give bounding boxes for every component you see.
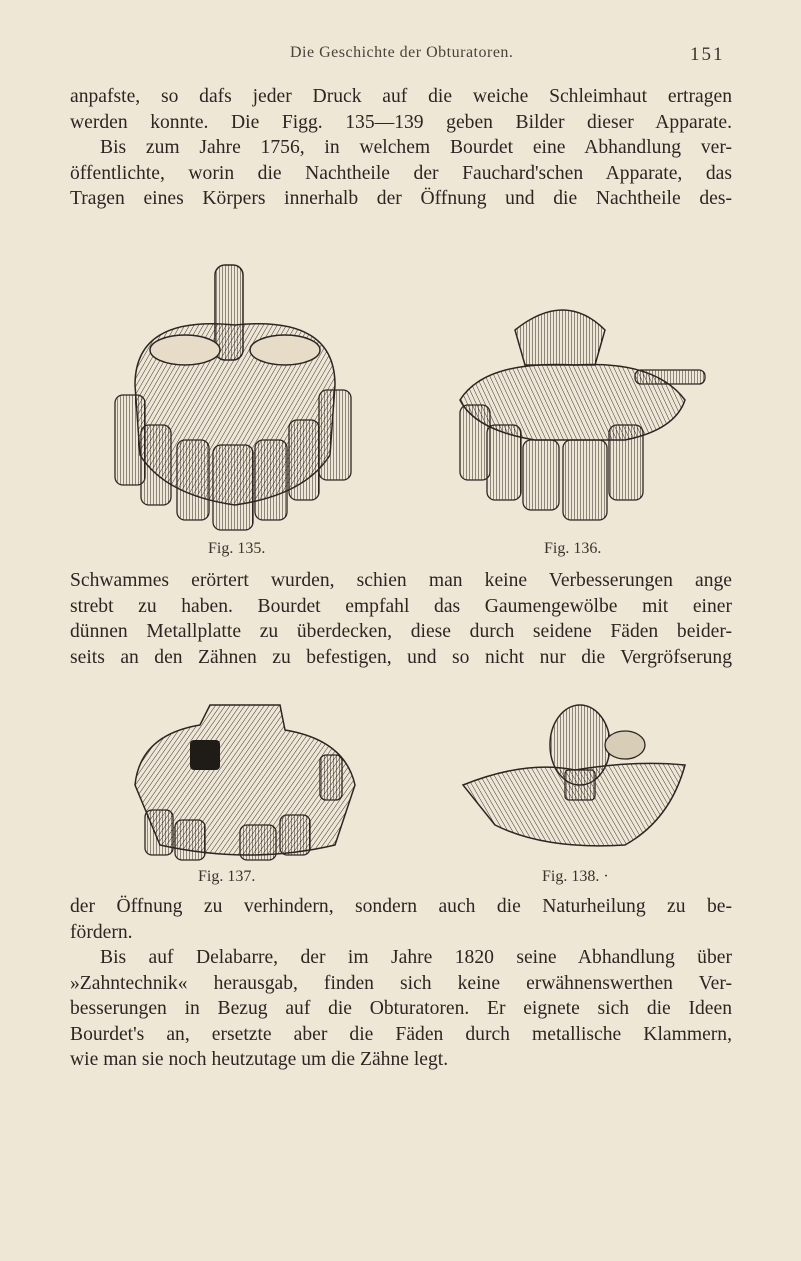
- obturator-engraving-icon: [445, 290, 710, 530]
- text-line: werden konnte. Die Figg. 135—139 geben Bilder dieser Apparate.: [70, 111, 732, 133]
- figure-caption: Fig. 135.: [208, 540, 266, 557]
- running-head: [0, 44, 801, 68]
- text-line: anpafste, so dafs jeder Druck auf die weiche Schleimhaut ertragen: [70, 86, 732, 107]
- obturator-bulb-engraving-icon: [455, 700, 690, 860]
- figure-caption: Fig. 138. ·: [542, 868, 609, 885]
- paragraph-block-3: [70, 894, 732, 1073]
- text-line: wie man sie noch heutzutage um die Zähne legt.: [70, 1049, 449, 1070]
- figure-caption: Fig. 137.: [198, 868, 256, 885]
- text-line: strebt zu haben. Bourdet empfahl das Gaumengewölbe mit einer: [70, 595, 732, 617]
- text-line: Bis zum Jahre 1756, in welchem Bourdet eine Abhandlung ver-: [100, 137, 732, 158]
- text-line: besserungen in Bezug auf die Obturatoren. Er eignete sich die Ideen: [70, 998, 732, 1019]
- paragraph-block-1: [70, 84, 732, 212]
- dental-plate-engraving-icon: [105, 255, 365, 535]
- text-line: Tragen eines Körpers innerhalb der Öffnung und die Nachtheile des-: [70, 188, 732, 209]
- text-line: öffentlichte, worin die Nachtheile der Fauchard'schen Apparate, das: [70, 162, 732, 184]
- page-number: 151: [690, 44, 725, 65]
- paragraph-block-2: [70, 568, 732, 670]
- text-line: »Zahntechnik« herausgab, finden sich keine erwähnenswerthen Ver-: [70, 972, 732, 994]
- text-line: fördern.: [70, 921, 133, 943]
- text-line: der Öffnung zu verhindern, sondern auch die Naturheilung zu be-: [70, 896, 732, 917]
- text-line: dünnen Metallplatte zu überdecken, diese durch seidene Fäden beider-: [70, 621, 732, 642]
- figure-caption: Fig. 136.: [544, 540, 602, 557]
- text-line: Bourdet's an, ersetzte aber die Fäden durch metallische Klammern,: [70, 1023, 732, 1045]
- running-title: Die Geschichte der Obturatoren.: [290, 44, 514, 61]
- text-line: seits an den Zähnen zu befestigen, und so nicht nur die Vergröfserung: [70, 646, 732, 668]
- text-line: Schwammes erörtert wurden, schien man keine Verbesserungen ange: [70, 570, 732, 591]
- palate-plate-engraving-icon: [120, 695, 370, 865]
- text-line: Bis auf Delabarre, der im Jahre 1820 seine Abhandlung über: [100, 947, 732, 968]
